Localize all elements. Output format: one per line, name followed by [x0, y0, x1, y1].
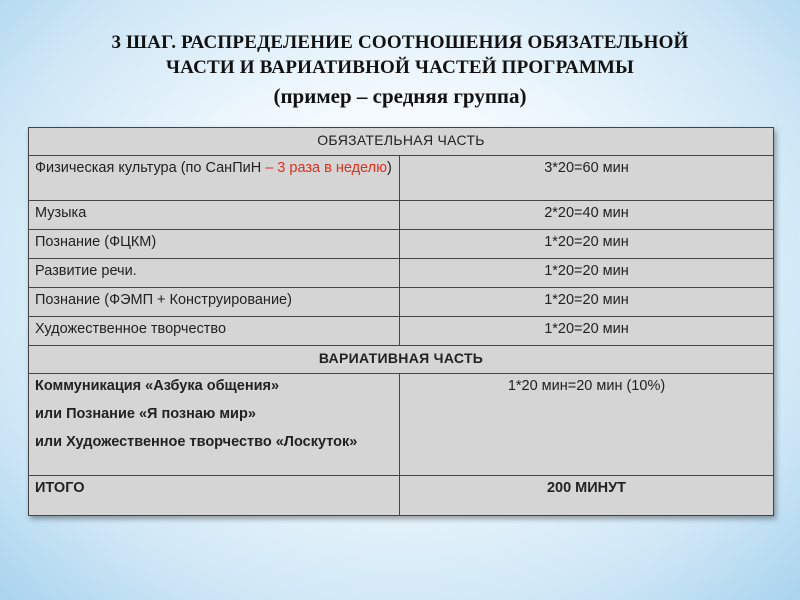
row-name-highlight: – 3 раза в неделю — [265, 160, 387, 176]
row-name: Художественное творчество — [29, 317, 400, 346]
table-row — [29, 317, 774, 346]
title-subtitle: (пример – средняя группа) — [273, 84, 527, 108]
row-name: Познание (ФЭМП + Конструирование) — [29, 288, 400, 317]
variable-header-row — [29, 346, 774, 374]
mandatory-header: ОБЯЗАТЕЛЬНАЯ ЧАСТЬ — [29, 128, 774, 156]
total-value: 200 МИНУТ — [400, 476, 774, 516]
row-name-tail: ) — [386, 160, 392, 176]
row-name — [29, 156, 400, 201]
row-name: Развитие речи. — [29, 259, 400, 288]
slide-title — [0, 30, 800, 110]
row-value: 1*20=20 мин — [400, 230, 774, 259]
row-value: 1*20=20 мин — [400, 259, 774, 288]
variable-value: 1*20 мин=20 мин (10%) — [400, 374, 774, 476]
program-table — [28, 127, 774, 516]
variable-option-1: Коммуникация «Азбука общения» — [35, 378, 280, 394]
total-row — [29, 476, 774, 516]
row-value: 1*20=20 мин — [400, 317, 774, 346]
mandatory-header-row — [29, 128, 774, 156]
row-name: Познание (ФЦКМ) — [29, 230, 400, 259]
title-line-2: ЧАСТИ И ВАРИАТИВНОЙ ЧАСТЕЙ ПРОГРАММЫ — [165, 57, 635, 78]
row-value: 3*20=60 мин — [400, 156, 774, 201]
total-label: ИТОГО — [29, 476, 400, 516]
title-line-1: 3 ШАГ. РАСПРЕДЕЛЕНИЕ СООТНОШЕНИЯ ОБЯЗАТЕЛЬНОЙ — [111, 32, 689, 53]
table-row — [29, 230, 774, 259]
variable-options — [29, 374, 400, 476]
variable-option-2: или Познание «Я познаю мир» — [35, 406, 256, 422]
table-row — [29, 201, 774, 230]
variable-row — [29, 374, 774, 476]
row-name: Музыка — [29, 201, 400, 230]
table-row — [29, 288, 774, 317]
row-name-text: Физическая культура (по СанПиН — [35, 160, 266, 176]
row-value: 2*20=40 мин — [400, 201, 774, 230]
variable-header: ВАРИАТИВНАЯ ЧАСТЬ — [29, 346, 774, 374]
table-row — [29, 156, 774, 201]
variable-option-3: или Художественное творчество «Лоскуток» — [35, 434, 358, 450]
row-value: 1*20=20 мин — [400, 288, 774, 317]
table-row — [29, 259, 774, 288]
